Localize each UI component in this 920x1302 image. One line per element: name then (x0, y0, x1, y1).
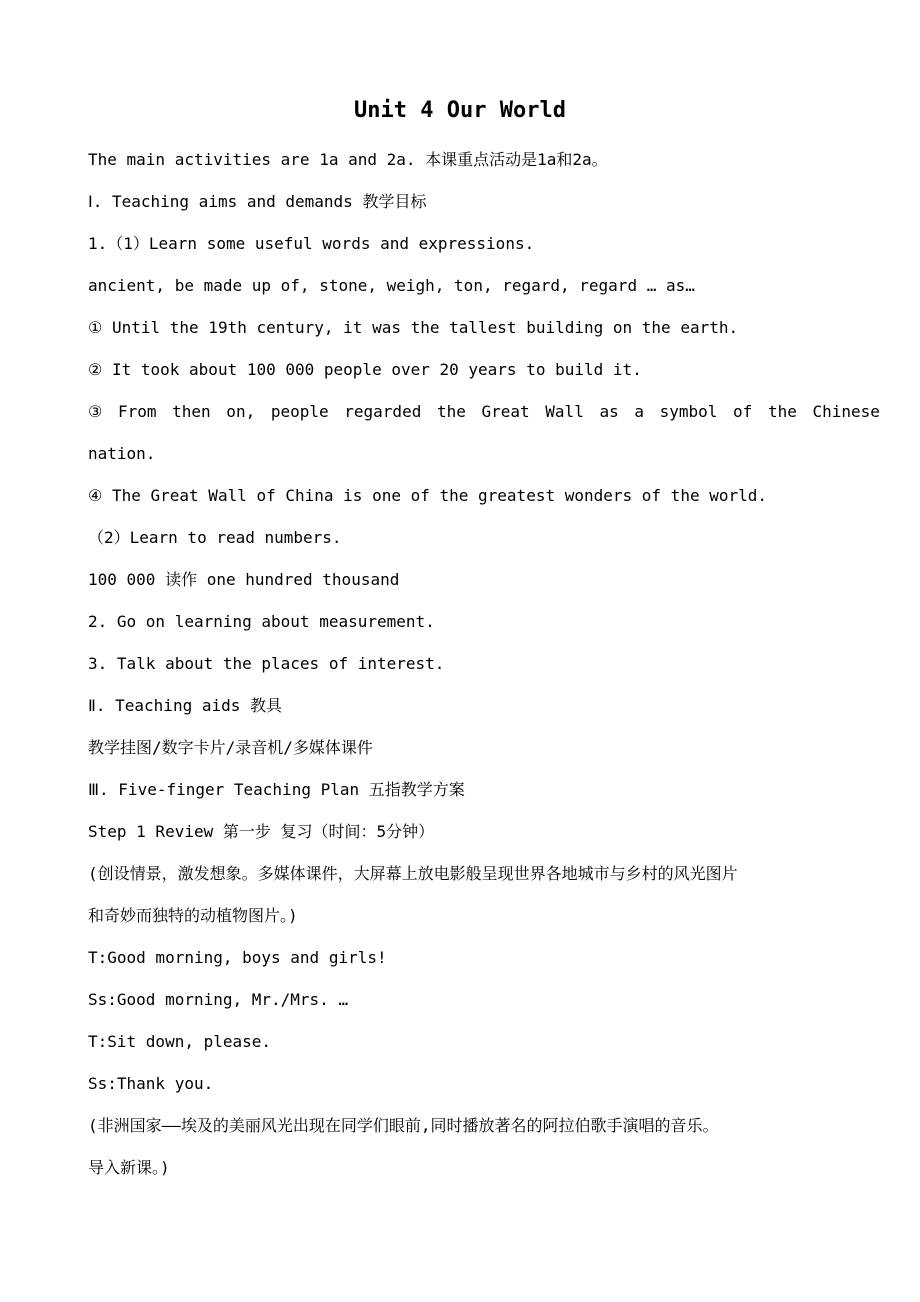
sentence-1: ① Until the 19th century, it was the tallest building on the earth. (88, 318, 739, 337)
step-1-note-continued: 和奇妙而独特的动植物图片。) (88, 906, 298, 925)
aim-1-sub-2: （2）Learn to read numbers. (88, 528, 342, 547)
page-title: Unit 4 Our World (354, 98, 566, 123)
aim-2: 2. Go on learning about measurement. (88, 612, 435, 631)
transition-note: (非洲国家——埃及的美丽风光出现在同学们眼前,同时播放著名的阿拉伯歌手演唱的音乐。 (88, 1116, 719, 1135)
dialogue-line-3: T:Sit down, please. (88, 1032, 272, 1051)
aim-3: 3. Talk about the places of interest. (88, 654, 445, 673)
dialogue-line-4: Ss:Thank you. (88, 1074, 214, 1093)
aids-list: 教学挂图/数字卡片/录音机/多媒体课件 (88, 738, 373, 757)
vocabulary-line: ancient, be made up of, stone, weigh, ton, regard, regard … as… (88, 276, 695, 295)
transition-note-continued: 导入新课。) (88, 1158, 170, 1177)
sentence-3-continued: nation. (88, 444, 156, 463)
dialogue-line-2: Ss:Good morning, Mr./Mrs. … (88, 990, 349, 1009)
number-reading: 100 000 读作 one hundred thousand (88, 570, 400, 589)
section-heading-aims: Ⅰ. Teaching aims and demands 教学目标 (88, 192, 427, 211)
sentence-4: ④ The Great Wall of China is one of the greatest wonders of the world. (88, 486, 768, 505)
intro-line: The main activities are 1a and 2a. 本课重点活动是1a和2a。 (88, 150, 608, 169)
dialogue-line-1: T:Good morning, boys and girls! (88, 948, 387, 967)
section-heading-aids: Ⅱ. Teaching aids 教具 (88, 696, 283, 715)
section-heading-plan: Ⅲ. Five-finger Teaching Plan 五指教学方案 (88, 780, 465, 799)
sentence-3 (88, 401, 880, 423)
sentence-2: ② It took about 100 000 people over 20 years to build it. (88, 360, 642, 379)
step-1-note: (创设情景，激发想象。多媒体课件，大屏幕上放电影般呈现世界各地城市与乡村的风光图片 (88, 864, 738, 883)
step-1-heading: Step 1 Review 第一步 复习（时间：5分钟） (88, 822, 435, 841)
sentence-3-text: ③ From then on, people regarded the Great Wall as a symbol of the Chinese (88, 402, 880, 421)
aim-1-heading: 1.（1）Learn some useful words and expressions. (88, 234, 535, 253)
